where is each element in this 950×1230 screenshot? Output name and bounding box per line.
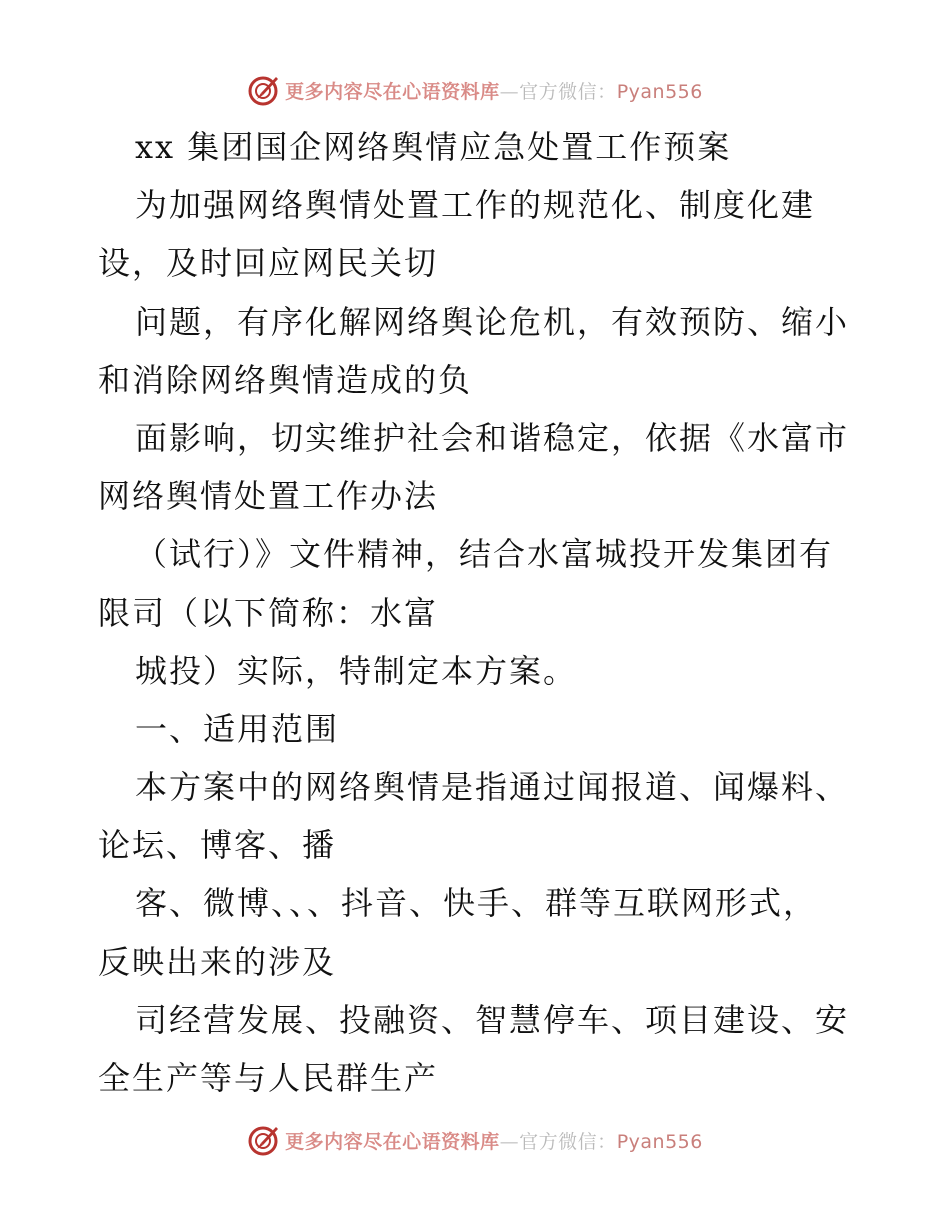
paragraph-line: 设，及时回应网民关切 (98, 244, 439, 283)
paragraph-line: 城投）实际，特制定本方案。 (135, 651, 578, 690)
document-body (98, 118, 858, 1107)
watermark-dash: — (499, 80, 520, 103)
paragraph-line: 限司（以下简称：水富 (98, 593, 439, 632)
watermark-footer (0, 1120, 950, 1160)
paragraph-line: 面影响，切实维护社会和谐稳定，依据《水富市 (135, 418, 850, 457)
paragraph-line: 网络舆情处置工作办法 (98, 477, 439, 516)
watermark-sub-text: 官方微信： (519, 80, 617, 103)
paragraph-line: 论坛、博客、播 (98, 826, 337, 865)
watermark-wechat-id: Pyan556 (616, 80, 703, 103)
paragraph-line: （试行）》文件精神，结合水富城投开发集团有 (135, 535, 834, 574)
brush-logo-icon (247, 1123, 281, 1157)
paragraph-line: 本方案中的网络舆情是指通过闻报道、闻爆料、 (135, 768, 850, 807)
brush-logo-icon (247, 73, 281, 107)
paragraph-line: 反映出来的涉及 (98, 942, 337, 981)
paragraph-line: 司经营发展、投融资、智慧停车、项目建设、安 (135, 1000, 850, 1039)
watermark-main-text: 更多内容尽在心语资料库 (285, 1130, 500, 1153)
watermark-dash: — (499, 1130, 520, 1153)
paragraph-line: 和消除网络舆情造成的负 (98, 360, 473, 399)
watermark-header (0, 70, 950, 110)
document-title: xx 集团国企网络舆情应急处置工作预案 (135, 128, 732, 166)
watermark-main-text: 更多内容尽在心语资料库 (285, 80, 500, 103)
section-heading: 一、适用范围 (135, 709, 340, 748)
watermark-sub-text: 官方微信： (519, 1130, 617, 1153)
paragraph-line: 为加强网络舆情处置工作的规范化、制度化建 (135, 186, 816, 225)
watermark-wechat-id: Pyan556 (616, 1130, 703, 1153)
paragraph-line: 问题，有序化解网络舆论危机，有效预防、缩小 (135, 302, 850, 341)
paragraph-line: 客、微博、、、抖音、快手、群等互联网形式， (135, 884, 818, 923)
paragraph-line: 全生产等与人民群生产 (98, 1059, 439, 1097)
